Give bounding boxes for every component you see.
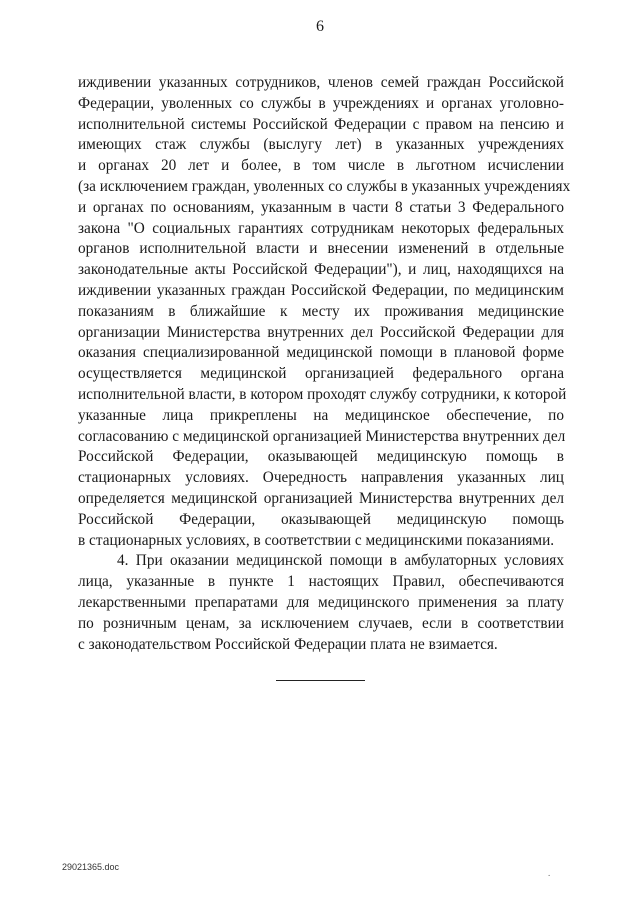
text-line: осуществляется медицинской организацией федерального органа bbox=[78, 365, 564, 383]
text-line: стационарных условиях. Очередность направления указанных лиц bbox=[78, 469, 564, 487]
text-line: по розничным ценам, за исключением случаев, если в соответствии bbox=[78, 614, 564, 632]
text-line: и органах 20 лет и более, в том числе в льготном исчислении bbox=[78, 157, 564, 175]
text-line: органов исполнительной власти и внесении изменений в отдельные bbox=[78, 240, 564, 258]
text-line: организации Министерства внутренних дел Российской Федерации для bbox=[78, 323, 564, 341]
scan-mark: . bbox=[548, 868, 551, 878]
text-line: Российской Федерации, оказывающей медицинскую помощь в bbox=[78, 448, 564, 466]
document-body bbox=[78, 73, 571, 655]
end-separator-line bbox=[276, 680, 365, 681]
text-line: иждивении указанных граждан Российской Федерации, по медицинским bbox=[78, 281, 564, 299]
text-line: и органах по основаниям, указанным в части 8 статьи 3 Федерального bbox=[78, 198, 564, 216]
text-line: законодательные акты Российской Федерации"), и лиц, находящихся на bbox=[78, 261, 564, 279]
text-line: (за исключением граждан, уволенных со службы в указанных учреждениях bbox=[78, 177, 571, 195]
text-line: с законодательством Российской Федерации плата не взимается. bbox=[78, 635, 498, 653]
text-line: 4. При оказании медицинской помощи в амбулаторных условиях bbox=[117, 552, 564, 570]
page-number: 6 bbox=[316, 18, 324, 35]
text-line: Российской Федерации, оказывающей медицинскую помощь bbox=[78, 510, 564, 528]
text-line: имеющих стаж службы (выслугу лет) в указанных учреждениях bbox=[78, 136, 564, 154]
text-line: определяется медицинской организацией Министерства внутренних дел bbox=[78, 489, 564, 507]
text-line: Федерации, уволенных со службы в учреждениях и органах уголовно- bbox=[78, 94, 564, 112]
text-line: закона "О социальных гарантиях сотрудникам некоторых федеральных bbox=[78, 219, 564, 237]
text-line: исполнительной системы Российской Федерации с правом на пенсию и bbox=[78, 115, 564, 133]
footer-file-name: 29021365.doc bbox=[62, 862, 120, 872]
text-line: исполнительной власти, в котором проходят службу сотрудники, к которой bbox=[78, 385, 567, 403]
text-line: оказания специализированной медицинской помощи в плановой форме bbox=[78, 344, 564, 362]
text-line: лица, указанные в пункте 1 настоящих Правил, обеспечиваются bbox=[78, 573, 564, 591]
text-line: согласованию с медицинской организацией Министерства внутренних дел bbox=[78, 427, 566, 445]
text-line: в стационарных условиях, в соответствии с медицинскими показаниями. bbox=[78, 531, 555, 549]
paragraph-continuation bbox=[78, 73, 571, 551]
text-line: лекарственными препаратами для медицинского применения за плату bbox=[78, 593, 564, 611]
text-line: иждивении указанных сотрудников, членов семей граждан Российской bbox=[78, 74, 564, 91]
text-line: показаниям в ближайшие к месту их проживания медицинские bbox=[78, 302, 564, 320]
paragraph-item-4 bbox=[78, 551, 564, 655]
text-line: указанные лица прикреплены на медицинское обеспечение, по bbox=[78, 406, 564, 424]
